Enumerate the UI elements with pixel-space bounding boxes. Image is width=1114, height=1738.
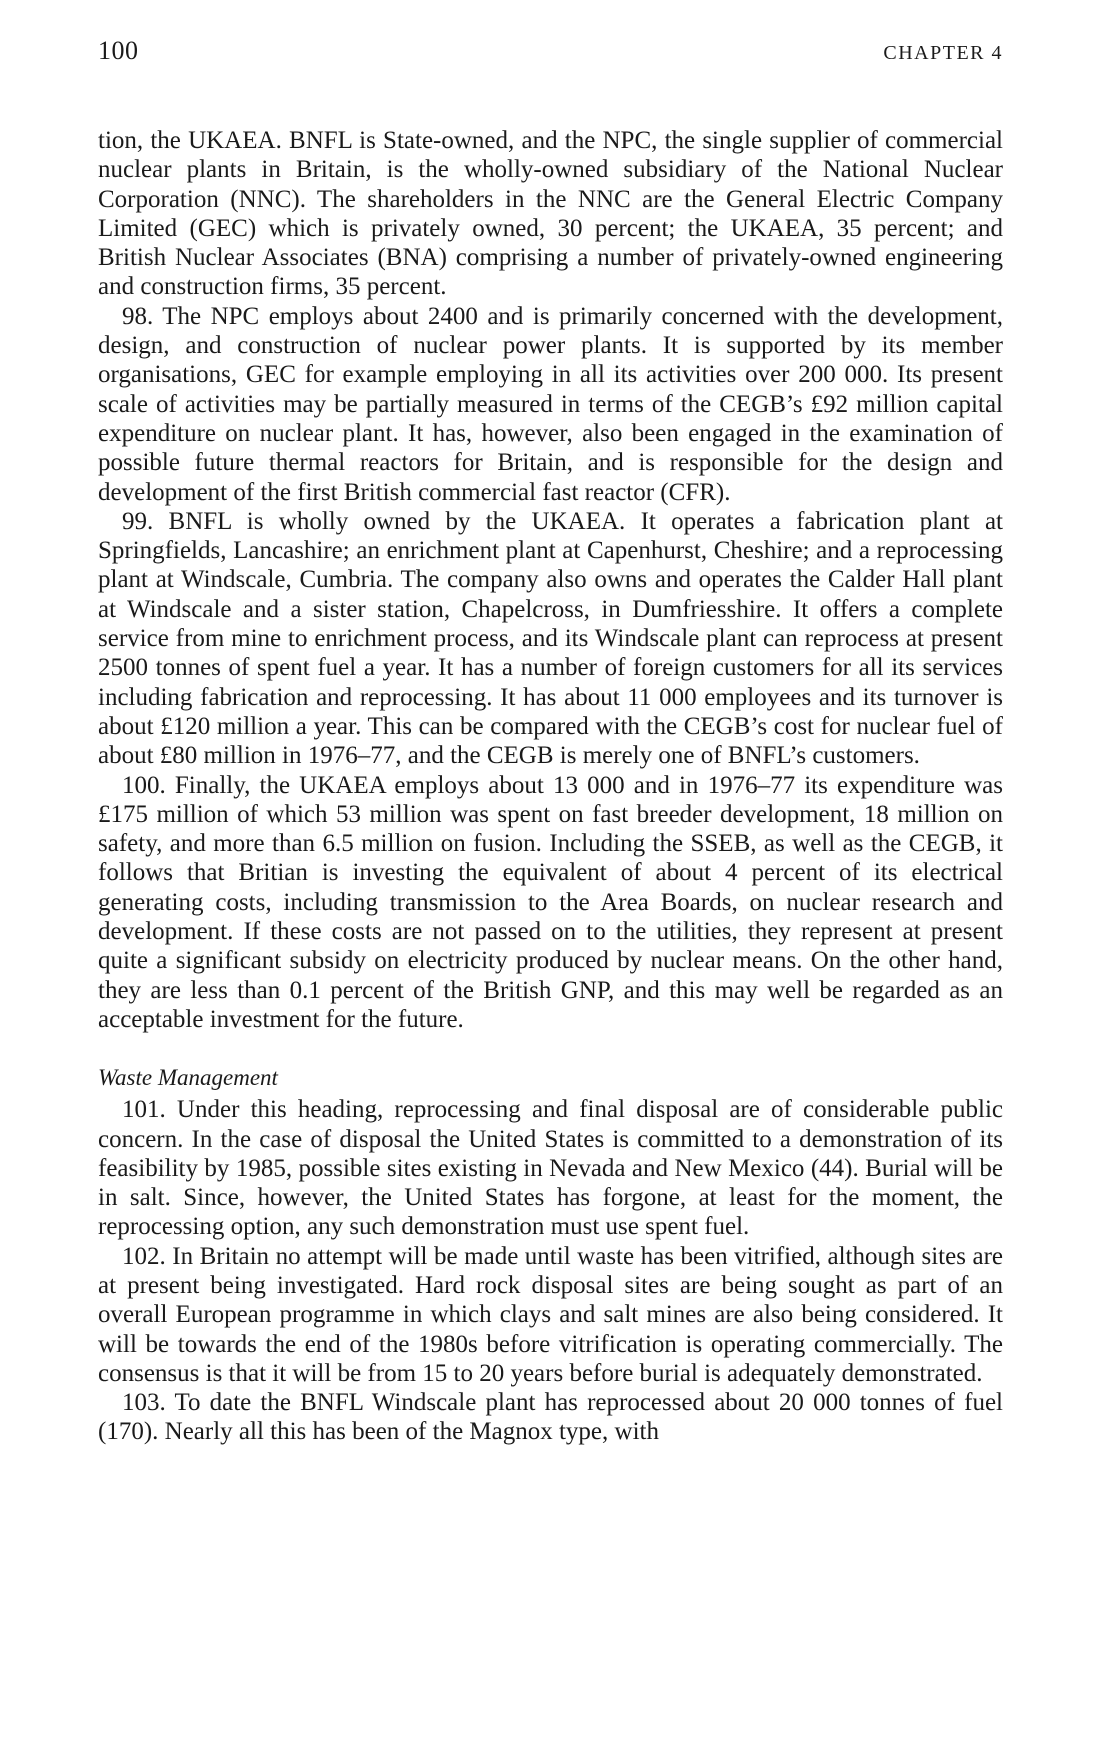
paragraph-99: 99. BNFL is wholly owned by the UKAEA. It operates a fabrication plant at Springfields, Lancashire; an enrichment plant at Capenhurst, Cheshire; and a reprocessing plant at Windscale, Cumbria. The company also owns and operates the Calder Hall plant at Windscale and a sister station, Chapelcross, in Dumfriesshire. It offers a complete service from mine to enrichment process, and its Windscale plant can reprocess at present 2500 tonnes of spent fuel a year. It has a number of foreign customers for all its services including fabrication and reprocessing. It has about 11 000 employees and its turnover is about £120 million a year. This can be compared with the CEGB’s cost for nuclear fuel of about £80 million in 1976–77, and the CEGB is merely one of BNFL’s customers. xyxy=(98,507,1003,770)
body-text xyxy=(98,126,1003,1447)
page-number: 100 xyxy=(98,36,139,65)
paragraph-continued: tion, the UKAEA. BNFL is State-owned, and the NPC, the single supplier of commercial nuclear plants in Britain, is the wholly-owned subsidiary of the National Nuclear Corporation (NNC). The shareholders in the NNC are the General Electric Company Limited (GEC) which is privately owned, 30 percent; the UKAEA, 35 percent; and British Nuclear Associates (BNA) comprising a number of privately-owned engineering and construction firms, 35 percent. xyxy=(98,127,1003,301)
paragraph-101: 101. Under this heading, reprocessing and final disposal are of considerable public concern. In the case of disposal the United States is committed to a demonstration of its feasibility by 1985, possible sites existing in Nevada and New Mexico (44). Burial will be in salt. Since, however, the United States has forgone, at least for the moment, the reprocessing option, any such demonstration must use spent fuel. xyxy=(98,1096,1003,1241)
chapter-label: CHAPTER 4 xyxy=(883,42,1003,64)
book-page xyxy=(98,36,1003,1447)
paragraph-98: 98. The NPC employs about 2400 and is primarily concerned with the development, design, and construction of nuclear power plants. It is supported by its member organisations, GEC for example employing in all its activities over 200 000. Its present scale of activities may be partially measured in terms of the CEGB’s £92 million capital expenditure on nuclear plant. It has, however, also been engaged in the examination of possible future thermal reactors for Britain, and is responsible for the design and development of the first British commercial fast reactor (CFR). xyxy=(98,302,1003,506)
paragraph-102: 102. In Britain no attempt will be made until waste has been vitrified, although sites are at present being investigated. Hard rock disposal sites are being sought as part of an overall European programme in which clays and salt mines are also being considered. It will be towards the end of the 1980s before vitrification is operating commercially. The consensus is that it will be from 15 to 20 years before burial is adequately demonstrated. xyxy=(98,1242,1003,1387)
running-head xyxy=(98,36,1003,76)
section-heading: Waste Management xyxy=(98,1065,278,1091)
paragraph-103: 103. To date the BNFL Windscale plant has reprocessed about 20 000 tonnes of fuel (170). Nearly all this has been of the Magnox type, with xyxy=(98,1389,1003,1446)
paragraph-100: 100. Finally, the UKAEA employs about 13 000 and in 1976–77 its expenditure was £175 million of which 53 million was spent on fast breeder development, 18 million on safety, and more than 6.5 million on fusion. Including the SSEB, as well as the CEGB, it follows that Britian is investing the equivalent of about 4 percent of its electrical generating costs, including transmission to the Area Boards, on nuclear research and development. If these costs are not passed on to the utilities, they represent at present quite a significant subsidy on electricity produced by nuclear means. On the other hand, they are less than 0.1 percent of the British GNP, and this may well be regarded as an acceptable investment for the future. xyxy=(98,771,1003,1033)
